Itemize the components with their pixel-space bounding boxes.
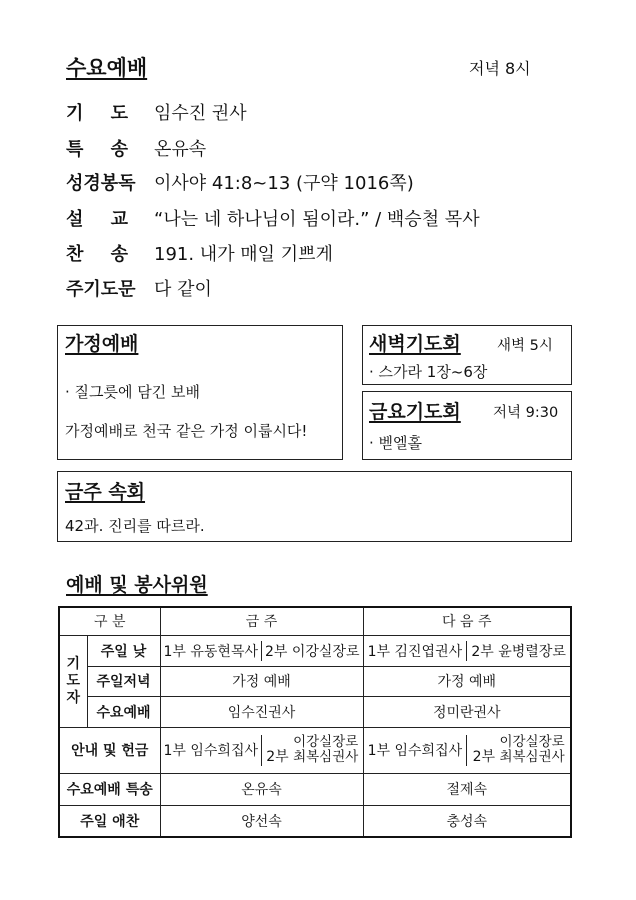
order-value: 이사야 41:8~13 (구약 1016쪽) [154, 173, 414, 194]
order-key: 특 송 [66, 139, 128, 160]
next-week-cell: 1부 김진엽권사 2부 윤병렬장로 [363, 635, 571, 666]
table-row [59, 805, 571, 837]
next-week-cell: 1부 임수희집사 2부 이강실장로 최복심권사 [363, 727, 571, 773]
row-label: 수요예배 특송 [59, 773, 160, 805]
wednesday-service-time: 저녁 8시 [469, 59, 531, 78]
order-value: 다 같이 [154, 279, 212, 300]
dawn-prayer-box [362, 325, 572, 385]
order-row-scripture [66, 168, 414, 196]
friday-prayer-text: · 벧엘홀 [369, 434, 423, 452]
staff-table [58, 606, 572, 838]
this-week-cell: 온유속 [160, 773, 363, 805]
header-this-week: 금 주 [160, 607, 363, 635]
row-label: 안내 및 헌금 [59, 727, 160, 773]
row-label: 주일 낮 [87, 635, 160, 666]
next-week-cell: 충성속 [363, 805, 571, 837]
order-key: 찬 송 [66, 244, 128, 265]
friday-prayer-time: 저녁 9:30 [493, 405, 559, 421]
cell-meeting-text: 42과. 진리를 따르라. [65, 517, 205, 535]
family-worship-title: 가정예배 [65, 333, 139, 355]
table-row [59, 773, 571, 805]
table-row [59, 666, 571, 696]
prayer-group-label: 기 도 자 [59, 635, 87, 727]
table-row [59, 696, 571, 727]
order-row-lords-prayer [66, 274, 212, 302]
table-row [59, 635, 571, 666]
row-label: 주일 애찬 [59, 805, 160, 837]
order-value: 온유속 [154, 139, 207, 160]
wednesday-service-title: 수요예배 [66, 56, 148, 80]
row-label: 수요예배 [87, 696, 160, 727]
order-row-special-song [66, 134, 206, 162]
header-next-week: 다 음 주 [363, 607, 571, 635]
friday-prayer-title: 금요기도회 [369, 401, 461, 423]
dawn-prayer-text: · 스가라 1장~6장 [369, 363, 488, 381]
family-worship-line1: · 질그릇에 담긴 보배 [65, 383, 200, 401]
table-header-row [59, 607, 571, 635]
table-row [59, 727, 571, 773]
order-key: 성경봉독 [66, 173, 136, 194]
order-key: 주기도문 [66, 279, 136, 300]
this-week-cell: 가정 예배 [160, 666, 363, 696]
staff-section-title: 예배 및 봉사위원 [66, 574, 208, 596]
dawn-prayer-time: 새벽 5시 [497, 338, 553, 354]
this-week-cell: 1부 유동현목사 2부 이강실장로 [160, 635, 363, 666]
family-worship-line2: 가정예배로 천국 같은 가정 이룹시다! [65, 422, 308, 440]
row-label: 주일저녁 [87, 666, 160, 696]
this-week-cell: 1부 임수희집사 2부 이강실장로 최복심권사 [160, 727, 363, 773]
cell-meeting-title: 금주 속회 [65, 481, 146, 503]
dawn-prayer-title: 새벽기도회 [369, 333, 461, 355]
cell-meeting-box [57, 471, 572, 542]
next-week-cell: 정미란권사 [363, 696, 571, 727]
friday-prayer-box [362, 391, 572, 460]
order-value: 191. 내가 매일 기쁘게 [154, 244, 333, 265]
order-value: “나는 네 하나님이 됨이라.” / 백승철 목사 [154, 209, 480, 230]
order-value: 임수진 권사 [154, 103, 247, 124]
order-row-prayer [66, 98, 247, 126]
next-week-cell: 가정 예배 [363, 666, 571, 696]
order-row-hymn [66, 239, 333, 267]
header-category: 구 분 [59, 607, 160, 635]
order-key: 설 교 [66, 209, 128, 230]
next-week-cell: 절제속 [363, 773, 571, 805]
order-row-sermon [66, 204, 480, 232]
this-week-cell: 임수진권사 [160, 696, 363, 727]
family-worship-box [57, 325, 343, 460]
this-week-cell: 양선속 [160, 805, 363, 837]
order-key: 기 도 [66, 103, 128, 124]
